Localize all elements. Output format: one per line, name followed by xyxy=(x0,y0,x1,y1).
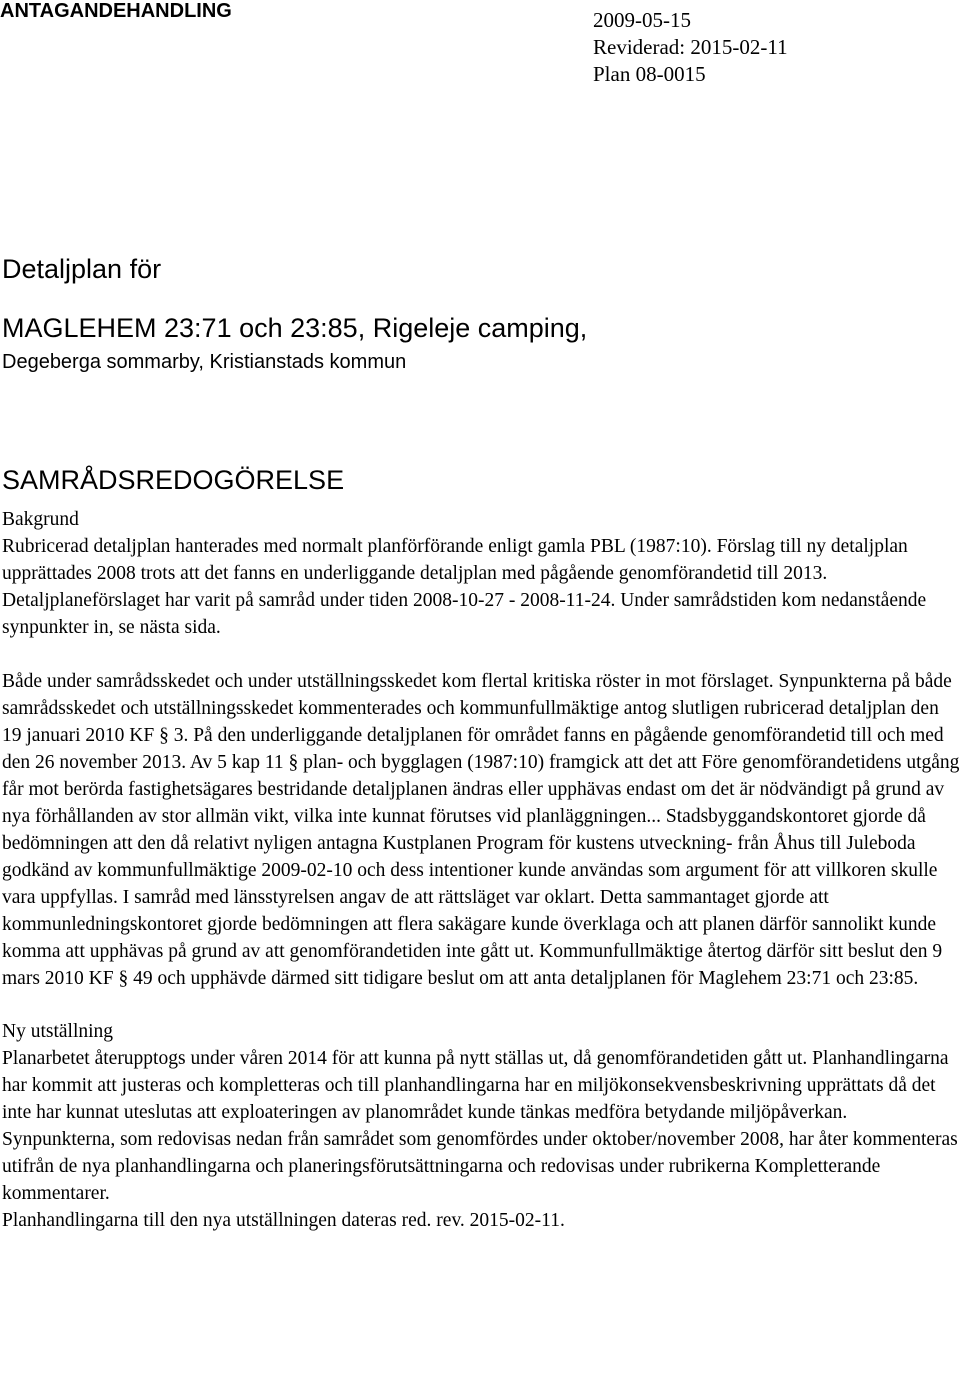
title-line-1: Detaljplan för xyxy=(2,254,162,284)
document-date: 2009-05-15 xyxy=(593,8,691,32)
document-meta xyxy=(593,7,788,88)
plan-number: Plan 08-0015 xyxy=(593,62,706,86)
document-type-label: ANTAGANDEHANDLING xyxy=(0,0,232,22)
title-line-3: Degeberga sommarby, Kristianstads kommun xyxy=(2,351,407,373)
paragraph-bakgrund-1: Rubricerad detaljplan hanterades med normalt planförförande enligt gamla PBL (1987:10). Förslag till ny detaljplan upprättades 2008 trots att det fanns en underliggande detaljplan med pågående genomförandetid till 2013. Detaljplaneförslaget har varit på samråd under tiden 2008-10-27 - 2008-11-24. Under samrådstiden kom nedanstående synpunkter in, se nästa sida. xyxy=(2,536,927,638)
revision-date: Reviderad: 2015-02-11 xyxy=(593,35,788,59)
section-title-ny-utstallning: Ny utställning xyxy=(2,1021,114,1042)
title-line-2: MAGLEHEM 23:71 och 23:85, Rigeleje camping, xyxy=(2,313,588,343)
document-body xyxy=(2,506,960,1234)
title-block xyxy=(2,253,587,375)
page-title: SAMRÅDSREDOGÖRELSE xyxy=(2,465,345,495)
section-title-bakgrund: Bakgrund xyxy=(2,509,79,530)
paragraph-ny-2: Synpunkterna, som redovisas nedan från samrådet som genomfördes under oktober/november 2008, har åter kommenteras utifrån de nya planhandlingarna och planeringsförutsättningarna och redovisas under rubrikerna Kompletterande kommentarer. xyxy=(2,1129,958,1204)
paragraph-ny-3: Planhandlingarna till den nya utställningen dateras red. rev. 2015-02-11. xyxy=(2,1210,565,1231)
paragraph-ny-1: Planarbetet återupptogs under våren 2014 för att kunna på nytt ställas ut, då genomförandetiden gått ut. Planhandlingarna har kommit att justeras och kompletteras och till planhandlingarna har en miljökonsekvensbeskrivning upprättats då det inte har kunnat uteslutas att exploateringen av planområdet kunde tänkas medföra betydande miljöpåverkan. xyxy=(2,1048,949,1123)
paragraph-bakgrund-2: Både under samrådsskedet och under utställningsskedet kom flertal kritiska röster in mot förslaget. Synpunkterna på både samrådsskedet och utställningsskedet kommenterades och kommunfullmäktige antog slutligen rubricerad detaljplan den 19 januari 2010 KF § 3. På den underliggande detaljplanen för området fanns en pågående genomförandetid till och med den 26 november 2013. Av 5 kap 11 § plan- och bygglagen (1987:10) framgick att det att Före genomförandetidens utgång får mot berörda fastighetsägares bestridande detaljplanen ändras eller upphävas endast om det är nödvändigt på grund av nya förhållanden av stor allmän vikt, vilka inte kunnat förutses vid planläggningen... Stadsbyggandskontoret gjorde då bedömningen att den då relativt nyligen antagna Kustplanen Program för kustens utveckning- från Åhus till Juleboda godkänd av kommunfullmäktige 2009-02-10 och dess intentioner kunde användas som argument för att villkoren skulle vara uppfyllas. I samråd med länsstyrelsen angav de att rättsläget var oklart. Detta sammantaget gjorde att kommunledningskontoret gjorde bedömningen att flera sakägare kunde överklaga och att planen därför sannolikt kunde komma att upphävas på grund av att genomförandetiden inte gått ut. Kommunfullmäktige återtog därför sitt beslut den 9 mars 2010 KF § 49 och upphävde därmed sitt tidigare beslut om att anta detaljplanen för Maglehem 23:71 och 23:85. xyxy=(2,671,960,989)
